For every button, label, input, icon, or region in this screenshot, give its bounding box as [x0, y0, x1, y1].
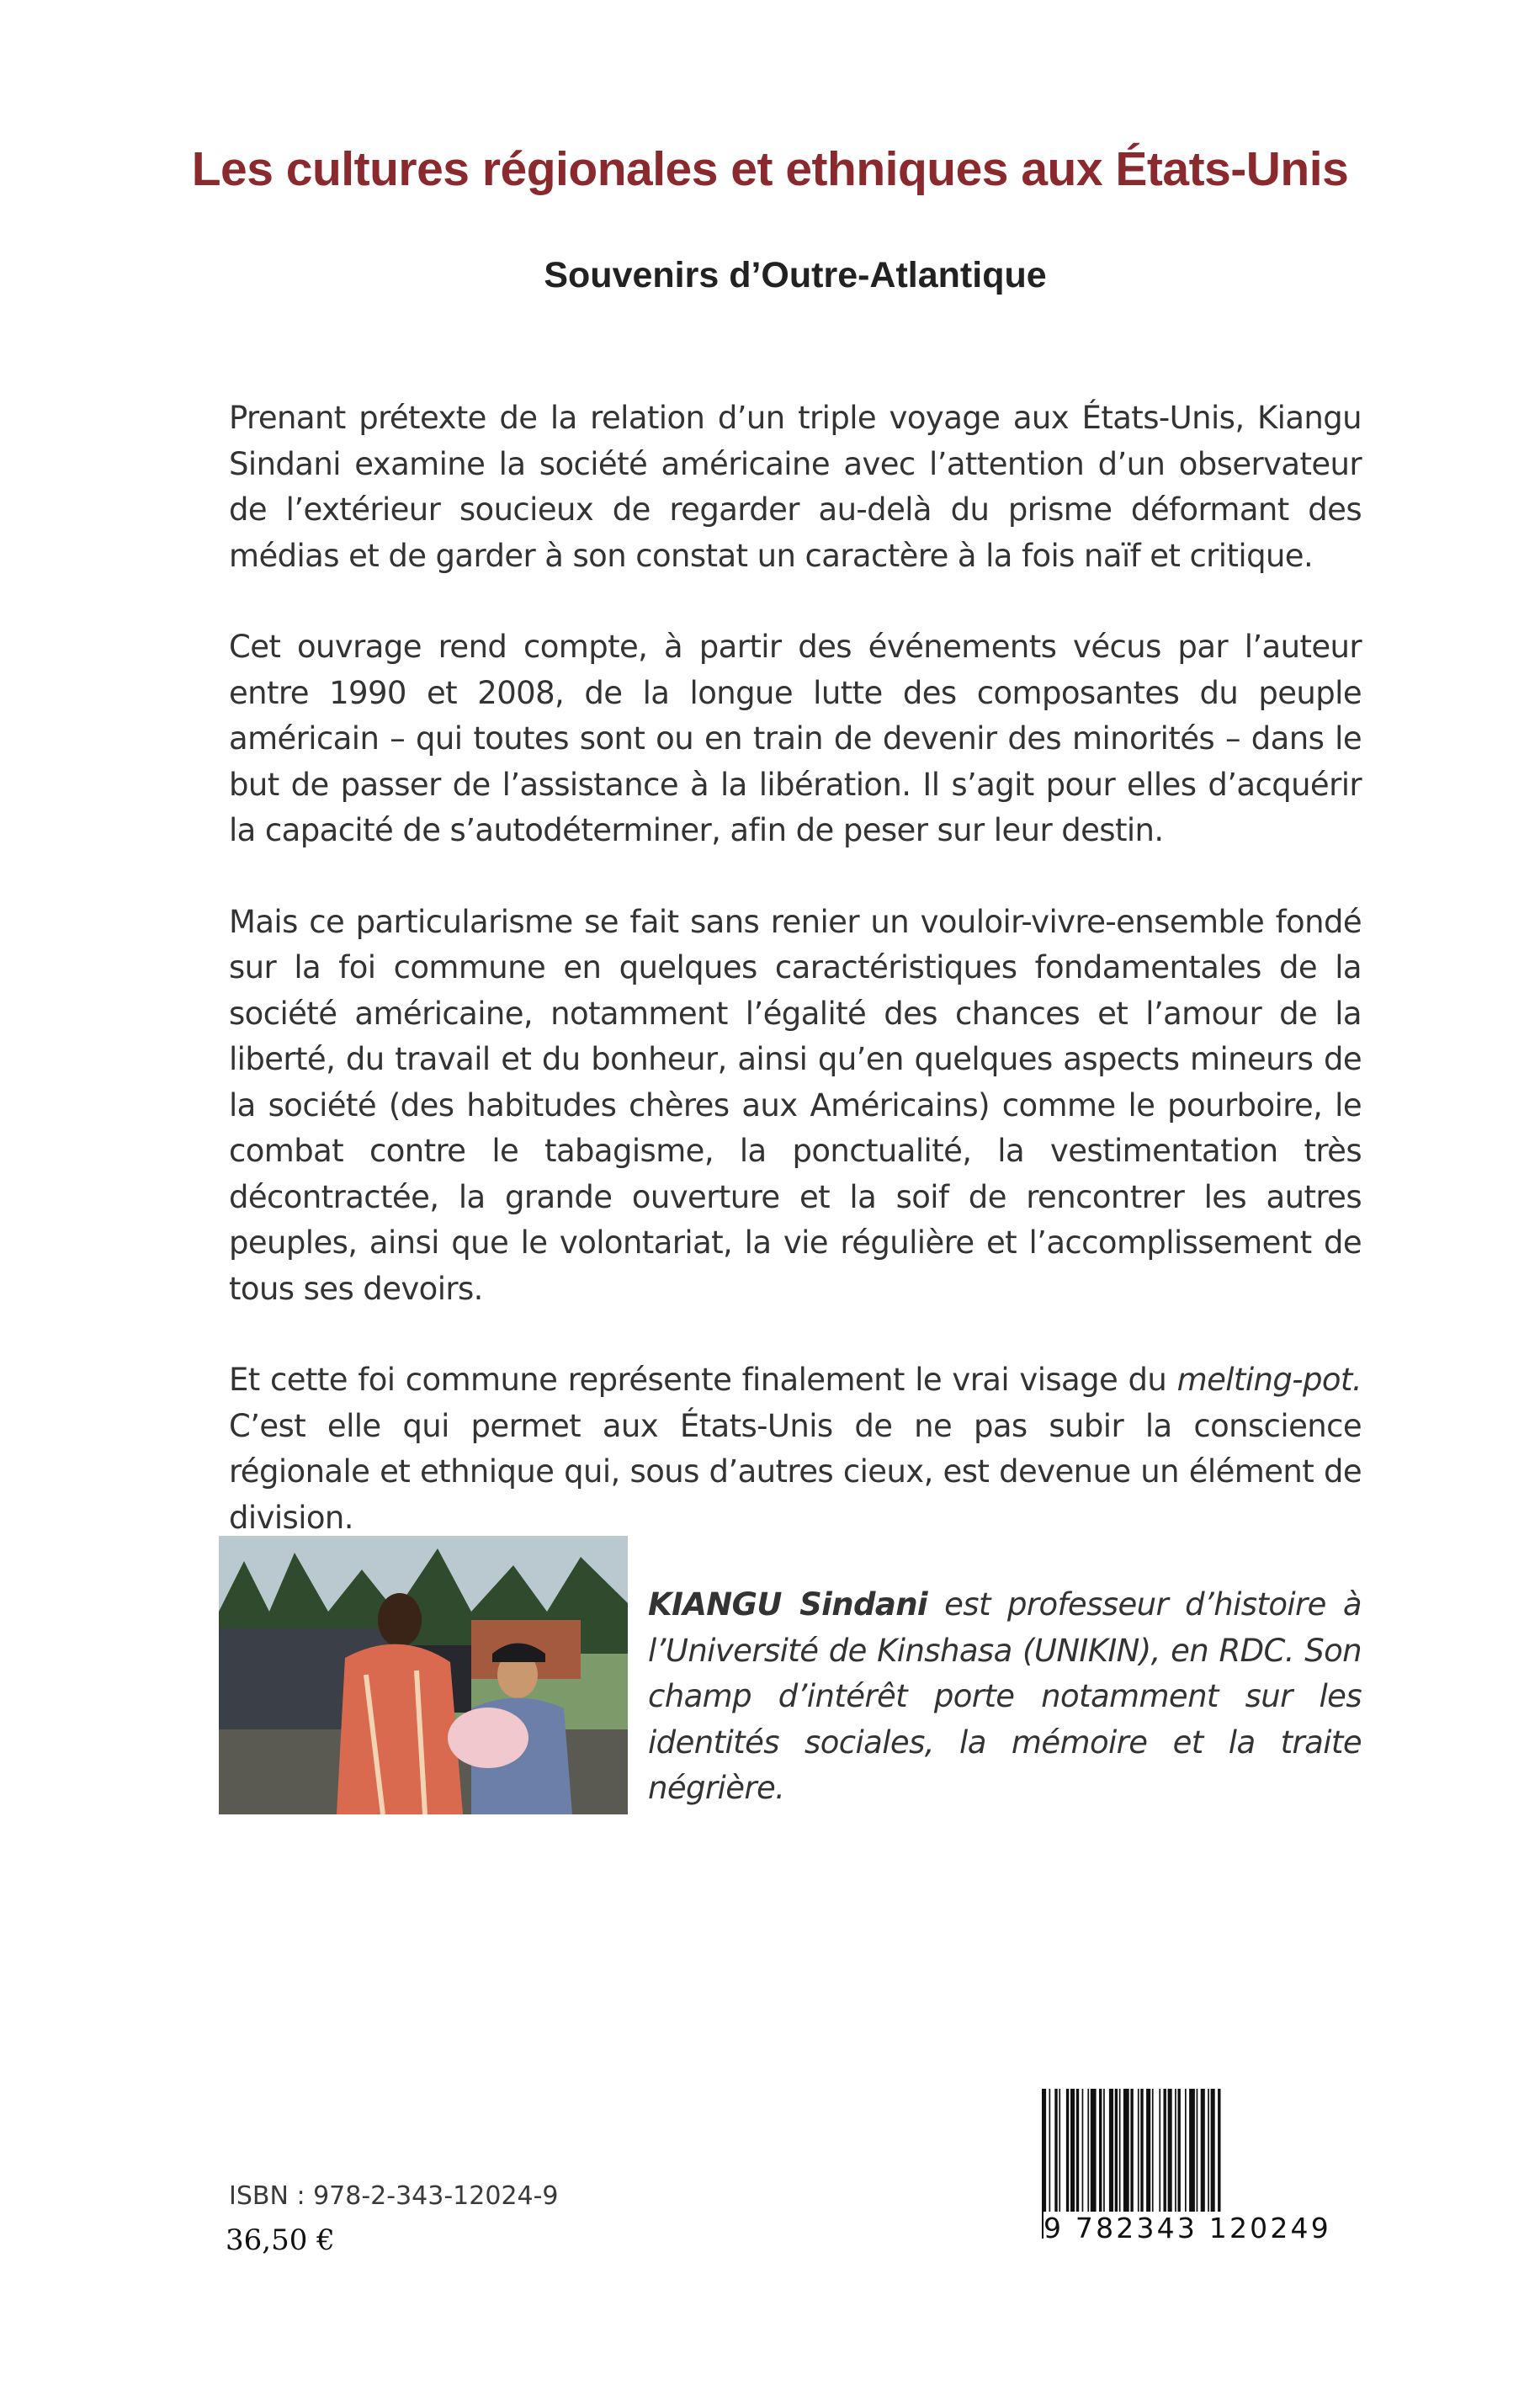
back-cover-summary — [229, 396, 1362, 1586]
summary-paragraph-1: Prenant prétexte de la relation d’un triple voyage aux États-Unis, Kiangu Sindani examine la société américaine avec l’attention d’un observateur de l’extérieur soucieux de regarder au-delà du prisme déformant des médias et de garder à son constat un caractère à la fois naïf et critique. — [229, 400, 1362, 574]
book-subtitle: Souvenirs d’Outre-Atlantique — [544, 255, 1047, 295]
summary-paragraph-4 — [229, 1357, 1362, 1541]
isbn: ISBN : 978-2-343-12024-9 — [229, 2181, 559, 2211]
p4-end: C’est elle qui permet aux États-Unis de ne pas subir la conscience régionale et ethnique qui, sous d’autres cieux, est devenue un élément de division. — [229, 1407, 1362, 1536]
book-title: Les cultures régionales et ethniques aux États-Unis — [191, 142, 1349, 196]
summary-paragraph-3: Mais ce particularisme se fait sans renier un vouloir-vivre-ensemble fondé sur la foi commune en quelques caractéristiques fondamentales de la société américaine, notamment l’égalité des chances et l’amour de la liberté, du travail et du bonheur, ainsi qu’en quelques aspects mineurs de la société (des habitudes chères aux Américains) comme le pourboire, le combat contre le tabagisme, la ponctualité, la vestimentation très décontractée, la grande ouverture et la soif de rencontrer les autres peuples, ainsi que le volontariat, la vie régulière et l’accomplissement de tous ses devoirs. — [229, 903, 1362, 1307]
author-name: KIANGU Sindani — [648, 1586, 928, 1623]
author-bio — [648, 1582, 1362, 1812]
barcode-number: 9 782343 120249 — [1043, 2212, 1338, 2244]
author-photo — [219, 1536, 628, 1814]
p4-start: Et cette foi commune représente finalement le vrai visage du — [229, 1362, 1177, 1398]
author-bio-text: est professeur d’histoire à l’Université de Kinshasa (UNIKIN), en RDC. Son champ d’intérêt porte notamment sur les identités sociales, la mémoire et la traite négrière. — [648, 1586, 1362, 1806]
summary-paragraph-2: Cet ouvrage rend compte, à partir des événements vécus par l’auteur entre 1990 et 2008, de la longue lutte des composantes du peuple américain – qui toutes sont ou en train de devenir des minorités – dans le but de passer de l’assistance à la libération. Il s’agit pour elles d’acquérir la capacité de s’autodéterminer, afin de peser sur leur destin. — [229, 629, 1362, 848]
p4-italic-term: melting-pot. — [1176, 1362, 1362, 1398]
price: 36,50 € — [226, 2223, 335, 2257]
